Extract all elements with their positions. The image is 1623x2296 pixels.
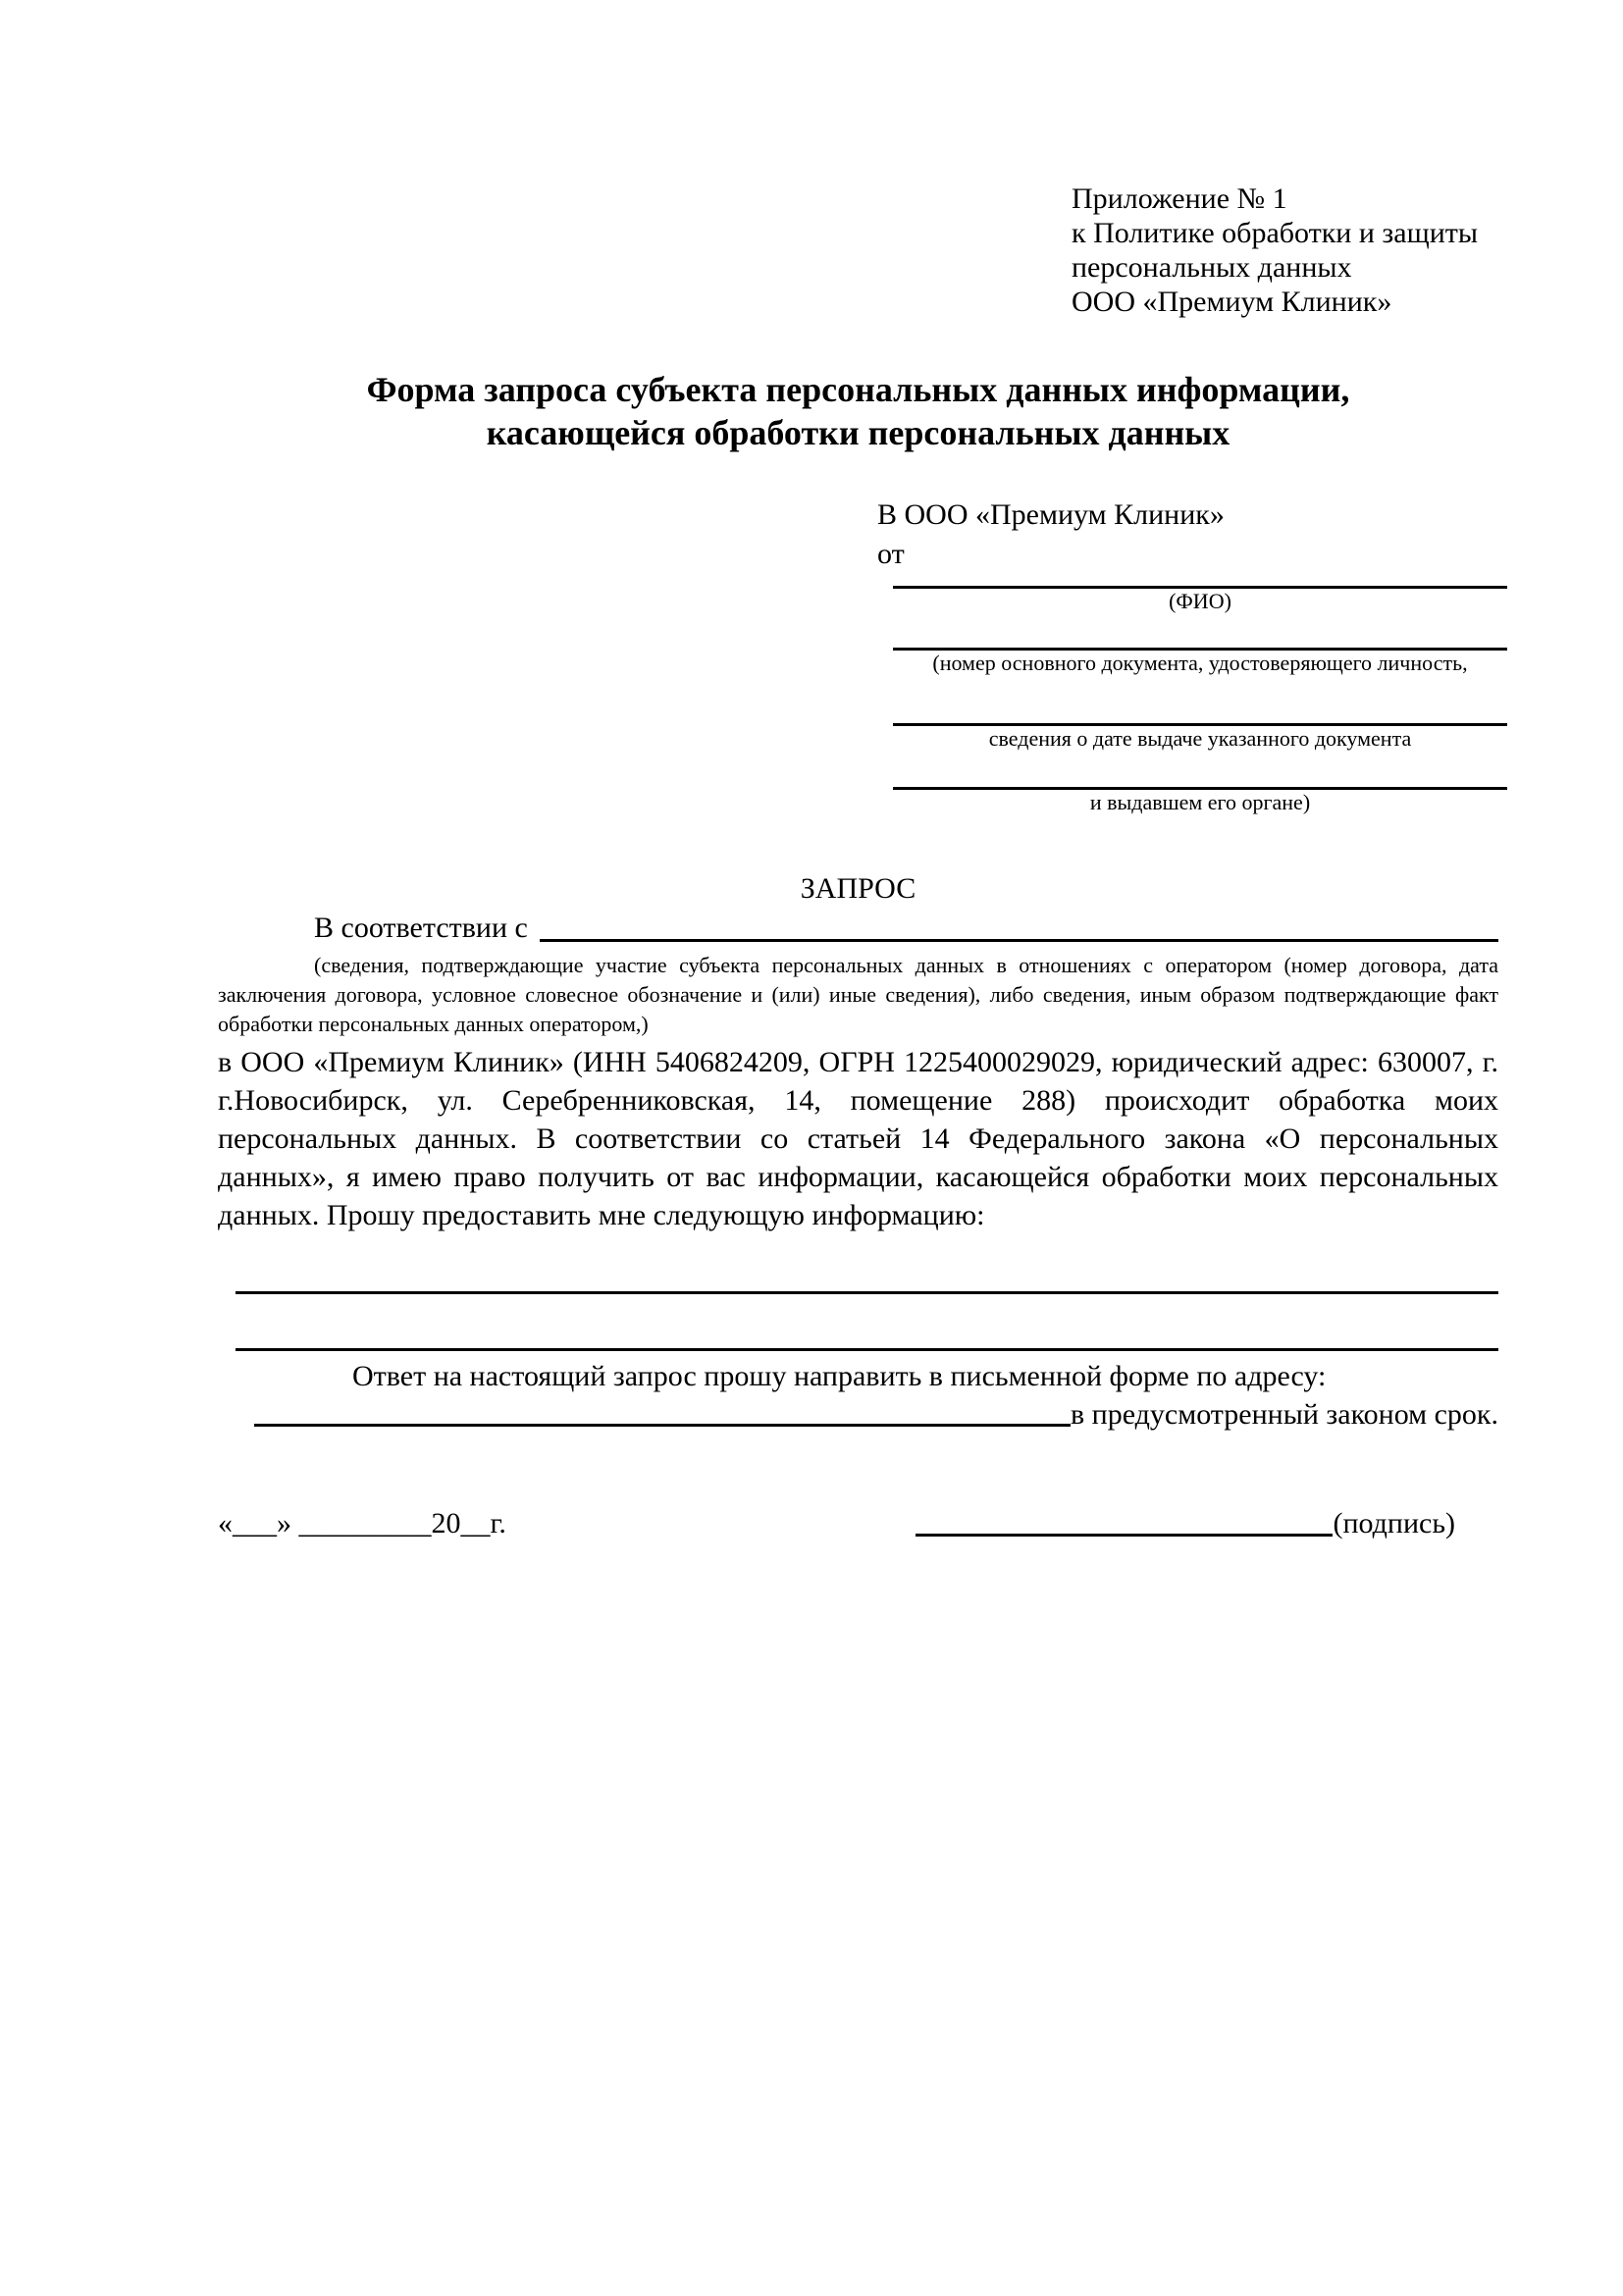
signature-blank-line[interactable] [916, 1526, 1333, 1537]
accordance-row [218, 908, 1498, 949]
appendix-line-2: к Политике обработки и защиты [1072, 217, 1479, 249]
request-heading: ЗАПРОС [800, 872, 916, 905]
accordance-blank-line[interactable] [540, 939, 1498, 942]
appendix-line-3: персональных данных [1072, 251, 1352, 284]
fio-blank-line[interactable] [893, 578, 1507, 589]
fio-field-group [893, 578, 1507, 614]
issuer-blank-line[interactable] [893, 779, 1507, 790]
issue-date-field-group [893, 715, 1507, 752]
accordance-note: (сведения, подтверждающие участие субъекта персональных данных в отношениях с оператором (номер договора, дата заключения договора, условное словесное обозначение и (или) иные сведения), либо сведения, иным образом подтверждающие факт обработки персональных данных оператором,) [218, 953, 1498, 1036]
info-blank-line-2[interactable] [236, 1340, 1498, 1351]
accordance-label: В соответствии с [314, 912, 528, 944]
reply-address-row [218, 1395, 1498, 1434]
appendix-block [1072, 182, 1498, 319]
issue-date-caption: сведения о дате выдаче указанного документа [988, 726, 1412, 751]
addressee-to: В ООО «Премиум Клиник» [877, 498, 1225, 531]
signature-group [916, 1504, 1455, 1542]
appendix-line-4: ООО «Премиум Клиник» [1072, 286, 1392, 318]
reply-address-blank-line[interactable] [254, 1424, 1071, 1427]
signature-caption: (подпись) [1333, 1507, 1455, 1539]
issuer-caption: и выдавшем его органе) [1089, 790, 1311, 814]
signature-row [218, 1504, 1498, 1542]
addressee-block [877, 496, 1498, 574]
date-field[interactable]: «___» _________20__г. [218, 1507, 506, 1539]
reply-sentence: Ответ на настоящий запрос прошу направить в письменной форме по адресу: [352, 1360, 1327, 1392]
doc-number-field-group [893, 640, 1507, 676]
document-title-line-2: касающейся обработки персональных данных [486, 413, 1230, 452]
issuer-field-group [893, 779, 1507, 815]
document-title-line-1: Форма запроса субъекта персональных данных информации, [366, 370, 1350, 409]
doc-number-blank-line[interactable] [893, 640, 1507, 651]
body-paragraph: в ООО «Премиум Клиник» (ИНН 5406824209, ОГРН 1225400029029, юридический адрес: 630007, г. г.Новосибирск, ул. Серебренниковская, 14, помещение 288) происходит обработка моих персональных данных. В соответствии со статьей 14 Федерального закона «О персональных данных», я имею право получить от вас информации, касающейся обработки моих персональных данных. Прошу предоставить мне следующую информацию: [218, 1046, 1498, 1231]
addressee-from: от [877, 538, 905, 570]
document-title [218, 368, 1498, 454]
doc-number-caption: (номер основного документа, удостоверяющего личность, [932, 651, 1468, 675]
reply-deadline: в предусмотренный законом срок. [1071, 1398, 1498, 1431]
fio-caption: (ФИО) [1169, 589, 1231, 613]
appendix-line-1: Приложение № 1 [1072, 183, 1287, 215]
info-blank-line-1[interactable] [236, 1283, 1498, 1294]
issue-date-blank-line[interactable] [893, 715, 1507, 726]
